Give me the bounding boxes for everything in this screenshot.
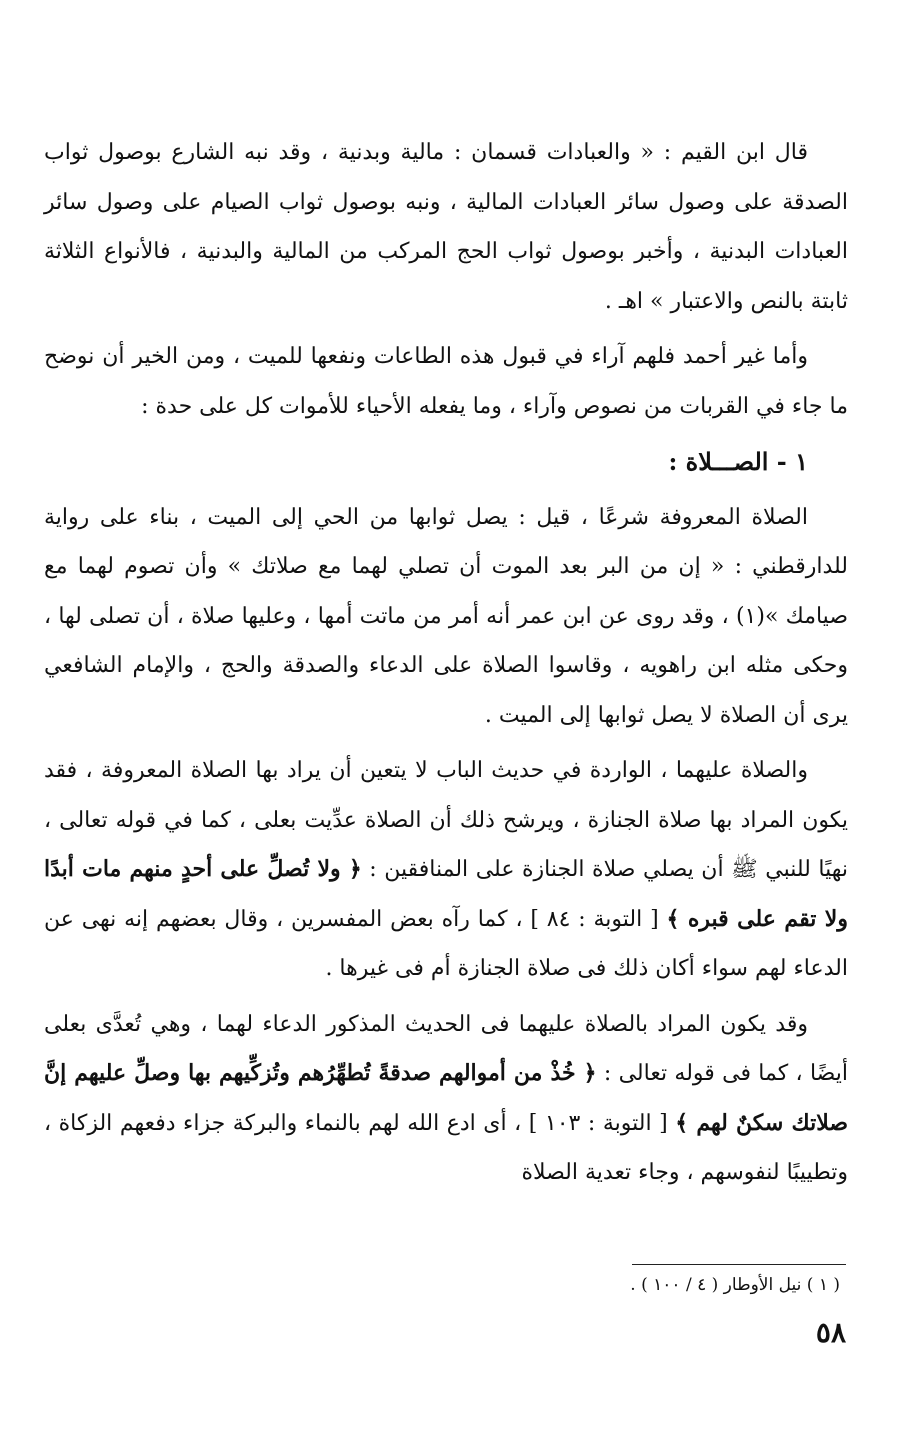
- paragraph-known-prayer: الصلاة المعروفة شرعًا ، قيل : يصل ثوابها من الحي إلى الميت ، بناء على رواية للدارقطني : « إن من البر بعد الموت أن تصلي لهما مع صلاتك » وأن تصوم لهما مع صيامك »(١) ، وقد روى عن ابن عمر أنه أمر من ماتت أمها ، وعليها صلاة ، أن تصلى لها ، وحكى مثله ابن راهويه ، وقاسوا الصلاة على الدعاء والصدقة والحج ، والإمام الشافعي يرى أن الصلاة لا يصل ثوابها إلى الميت .: [44, 504, 849, 728]
- paragraph-funeral-prayer-text: والصلاة عليهما ، الواردة في حديث الباب لا يتعين أن يراد بها الصلاة المعروفة ، فقد يكون المراد بها صلاة الجنازة ، ويرشح ذلك أن الصلاة عدِّيت بعلى ، كما في قوله تعالى ، نهيًا للنبي ﷺ أن يصلي صلاة الجنازة على المنافقين :: [44, 758, 849, 882]
- quran-verse-tawba-84: ﴿ ولا تُصلِّ على أحدٍ منهم مات أبدًا ولا تقم على قبره ﴾: [44, 856, 848, 932]
- section-heading-prayer: ١ - الصـــلاة :: [668, 447, 808, 476]
- footnote-divider: [632, 1264, 846, 1265]
- paragraph-supplication-continuation: [ التوبة : ١٠٣ ] ، أى ادع الله لهم بالنماء والبركة جزاء دفعهم الزكاة ، وتطييبًا لنفوسهم ، وجاء تعدية الصلاة: [44, 1110, 848, 1185]
- paragraph-supplication-text: وقد يكون المراد بالصلاة عليهما فى الحديث المذكور الدعاء لهما ، وهي تُعدَّى بعلى أيضًا ، كما فى قوله تعالى :: [44, 1011, 848, 1086]
- body-text: [44, 128, 848, 1198]
- paragraph-funeral-prayer: [44, 746, 848, 994]
- page-number: ٥٨: [815, 1316, 846, 1349]
- footnote: ( ١ ) نيل الأوطار ( ٤ / ١٠٠ ) .: [630, 1275, 840, 1295]
- paragraph-supplication: [44, 1000, 848, 1198]
- paragraph-other-opinions: وأما غير أحمد فلهم آراء في قبول هذه الطاعات ونفعها للميت ، ومن الخير أن نوضح ما جاء في القربات من نصوص وآراء ، وما يفعله الأحياء للأموات كل على حدة :: [44, 344, 848, 419]
- paragraph-ibn-alqayyim-quote: قال ابن القيم : « والعبادات قسمان : مالية وبدنية ، وقد نبه الشارع بوصول ثواب الصدقة على وصول سائر العبادات المالية ، ونبه بوصول ثواب الصيام على وصول سائر العبادات البدنية ، وأخبر بوصول ثواب الحج المركب من المالية والبدنية ، فالأنواع الثلاثة ثابتة بالنص والاعتبار » اهـ .: [44, 140, 848, 314]
- paragraph-funeral-prayer-continuation: [ التوبة : ٨٤ ] ، كما رآه بعض المفسرين ، وقال بعضهم إنه نهى عن الدعاء لهم سواء أكان ذلك فى صلاة الجنازة أم فى غيرها .: [44, 906, 848, 981]
- quran-verse-tawba-103: ﴿ خُذْ من أموالهم صدقةً تُطهِّرُهم وتُزكِّيهم بها وصلِّ عليهم إنَّ صلاتك سكنٌ لهم ﴾: [44, 1060, 849, 1136]
